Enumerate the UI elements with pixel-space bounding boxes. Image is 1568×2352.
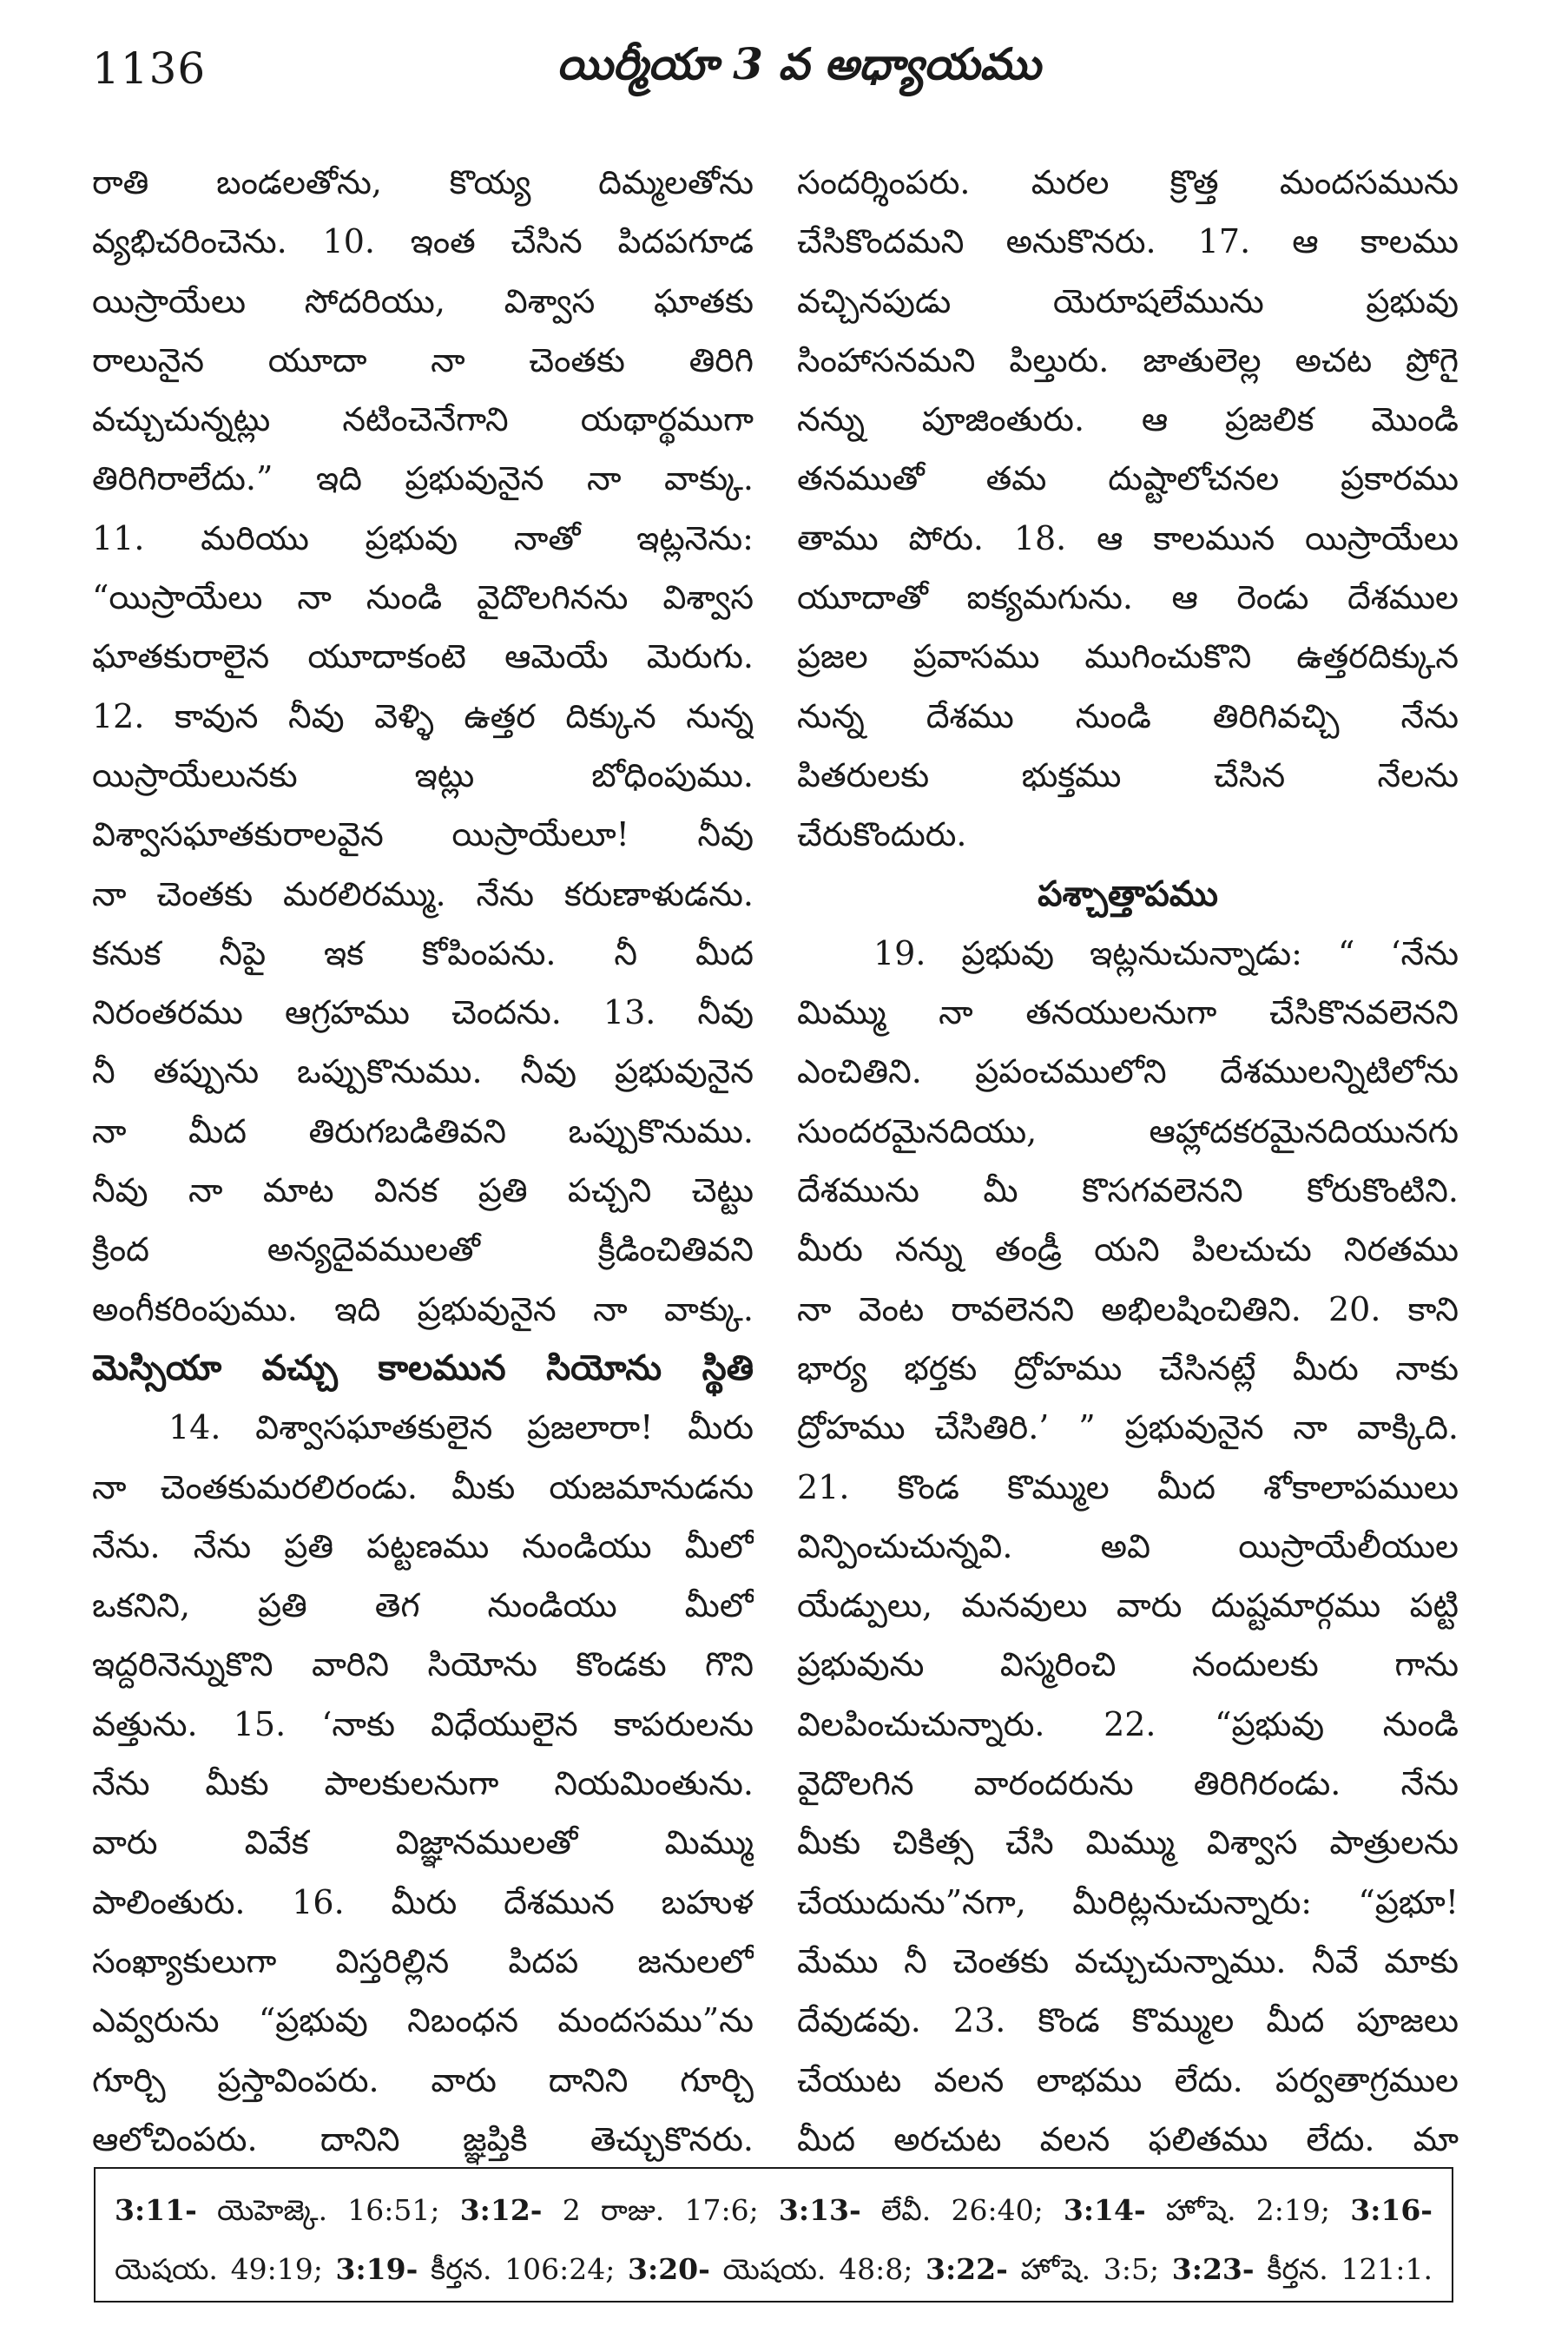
text-line: వ్యభిచరించెను. 10. ఇంత చేసిన పిదపగూడ [92, 222, 754, 261]
text-line: ఆలోచింపరు. దానిని జ్ఞప్తికి తెచ్చుకొనరు. [92, 2119, 754, 2158]
left-text-block-2 [92, 1398, 754, 2169]
reference-text: హోషె. 3:5; [1007, 2252, 1172, 2286]
text-line: తనముతో తమ దుష్టాలోచనల ప్రకారము [797, 459, 1459, 498]
text-line: నా చెంతకుమరలిరండు. మీకు యజమానుడను [92, 1467, 754, 1506]
reference-key: 3:11- [115, 2193, 197, 2227]
text-line: ఒకనిని, ప్రతి తెగ నుండియు మీలో [92, 1586, 754, 1625]
text-line: నేను మీకు పాలకులనుగా నియమింతును. [92, 1764, 754, 1803]
text-line: భార్య భర్తకు ద్రోహము చేసినట్లే మీరు నాకు [797, 1348, 1459, 1387]
reference-key: 3:19- [335, 2252, 418, 2286]
section-heading-messiah: మెస్సియా వచ్చు కాలమున సియోను స్థితి [92, 1347, 754, 1388]
text-line: రాతి బండలతోను, కొయ్య దిమ్మలతోను [92, 163, 754, 201]
text-line: నన్ను పూజింతురు. ఆ ప్రజలిక మొండి [797, 400, 1459, 439]
text-line: కనుక నీపై ఇక కోపింపను. నీ మీద [92, 933, 754, 972]
text-line: 14. విశ్వాసఘాతకులైన ప్రజలారా! మీరు [168, 1408, 754, 1447]
reference-text: యెహెజ్కె. 16:51; [196, 2193, 460, 2227]
reference-text: కీర్తన. 106:24; [418, 2252, 629, 2286]
text-line: వత్తును. 15. ‘నాకు విధేయులైన కాపరులను [92, 1704, 754, 1743]
section-heading-repentance: పశ్చాత్తాపము [1038, 873, 1218, 914]
text-line: ఎంచితిని. ప్రపంచములోని దేశములన్నిటిలోను [797, 1052, 1459, 1091]
text-line: రాలునైన యూదా నా చెంతకు తిరిగి [92, 340, 754, 379]
text-line: తాము పోరు. 18. ఆ కాలమున యిస్రాయేలు [797, 518, 1459, 557]
text-line: మీకు చికిత్స చేసి మిమ్ము విశ్వాస పాత్రులను [797, 1823, 1459, 1862]
text-line: అంగీకరింపుము. ఇది ప్రభువునైన నా వాక్కు. [92, 1289, 754, 1328]
left-text-block-1 [92, 153, 754, 1339]
reference-key: 3:23- [1171, 2252, 1255, 2286]
text-line: మేము నీ చెంతకు వచ్చుచున్నాము. నీవే మాకు [797, 1941, 1459, 1980]
reference-key: 3:16- [1350, 2193, 1433, 2227]
reference-key: 3:14- [1063, 2193, 1146, 2227]
text-line: నిరంతరము ఆగ్రహము చెందను. 13. నీవు [92, 993, 754, 1032]
reference-text: లేవీ. 26:40; [860, 2193, 1064, 2227]
text-line: నేను. నేను ప్రతి పట్టణము నుండియు మీలో [92, 1526, 754, 1565]
running-head: యిర్మీయా 3 వ అధ్యాయము [557, 38, 1041, 89]
text-line: ప్రజల ప్రవాసము ముగించుకొని ఉత్తరదిక్కున [797, 637, 1459, 676]
text-line: మీరు నన్ను తండ్రీ యని పిలచుచు నిరతము [797, 1230, 1459, 1269]
right-text-block-1 [797, 153, 1459, 865]
reference-key: 3:20- [628, 2252, 710, 2286]
reference-text: కీర్తన. 121:1. [1254, 2252, 1433, 2286]
text-line: పాలింతురు. 16. మీరు దేశమున బహుళ [92, 1882, 754, 1921]
text-line: మీద అరచుట వలన ఫలితము లేదు. మా [797, 2119, 1459, 2158]
text-line: సంఖ్యాకులుగా విస్తరిల్లిన పిదప జనులలో [92, 1941, 754, 1980]
text-line: నా మీద తిరుగబడితివని ఒప్పుకొనుము. [92, 1111, 754, 1150]
text-line: వారు వివేక విజ్ఞానములతో మిమ్ము [92, 1823, 754, 1862]
cross-reference-line [115, 2181, 1433, 2240]
reference-text: హోషె. 2:19; [1145, 2193, 1351, 2227]
text-line: తిరిగిరాలేదు.” ఇది ప్రభువునైన నా వాక్కు. [92, 459, 754, 498]
text-line: విశ్వాసఘాతకురాలవైన యిస్రాయేలూ! నీవు [92, 815, 754, 854]
page-number: 1136 [92, 43, 207, 94]
cross-reference-box [94, 2167, 1453, 2303]
text-line: 19. ప్రభువు ఇట్లనుచున్నాడు: “ ‘నేను [873, 933, 1459, 972]
text-line: క్రింద అన్యదైవములతో క్రీడించితివని [92, 1230, 754, 1269]
text-line: నీవు నా మాట వినక ప్రతి పచ్చని చెట్టు [92, 1171, 754, 1210]
cross-reference-line [115, 2240, 1433, 2299]
text-line: ద్రోహము చేసితిరి.’ ” ప్రభువునైన నా వాక్కిది. [797, 1408, 1459, 1447]
reference-text: 2 రాజు. 17:6; [542, 2193, 779, 2227]
text-line: వైదొలగిన వారందరును తిరిగిరండు. నేను [797, 1764, 1459, 1803]
text-line: చేయుదును”నగా, మీరిట్లనుచున్నారు: “ప్రభూ! [797, 1882, 1459, 1921]
text-line: పితరులకు భుక్తము చేసిన నేలను [797, 755, 1459, 794]
text-line: యూదాతో ఐక్యమగును. ఆ రెండు దేశముల [797, 578, 1459, 617]
right-column [797, 153, 1459, 2169]
text-line: ఘాతకురాలైన యూదాకంటె ఆమెయే మెరుగు. [92, 637, 754, 676]
text-line: నా చెంతకు మరలిరమ్ము. నేను కరుణాళుడను. [92, 874, 754, 913]
reference-key: 3:12- [459, 2193, 543, 2227]
reference-key: 3:22- [926, 2252, 1008, 2286]
text-line: చేరుకొందురు. [797, 815, 967, 854]
text-line: విలపించుచున్నారు. 22. “ప్రభువు నుండి [797, 1704, 1459, 1743]
text-line: గూర్చి ప్రస్తావింపరు. వారు దానిని గూర్చి [92, 2060, 754, 2099]
text-line: “యిస్రాయేలు నా నుండి వైదొలగినను విశ్వాస [92, 578, 754, 617]
text-line: వచ్చినపుడు యెరూషలేమును ప్రభువు [797, 281, 1459, 320]
reference-key: 3:13- [778, 2193, 861, 2227]
text-line: యిస్రాయేలునకు ఇట్లు బోధింపుము. [92, 755, 754, 794]
text-line: మిమ్ము నా తనయులనుగా చేసికొనవలెనని [797, 993, 1459, 1032]
text-line: యిస్రాయేలు సోదరియు, విశ్వాస ఘాతకు [92, 281, 754, 320]
reference-text: యెషయ. 49:19; [115, 2252, 336, 2286]
left-column [92, 153, 754, 2169]
text-line: నున్న దేశము నుండి తిరిగివచ్చి నేను [797, 696, 1459, 735]
text-line: నా వెంట రావలెనని అభిలషించితిని. 20. కాని [797, 1289, 1459, 1328]
text-line: ఇద్దరినెన్నుకొని వారిని సియోను కొండకు గొని [92, 1645, 754, 1684]
right-text-block-2 [797, 924, 1459, 2169]
text-line: చేయుట వలన లాభము లేదు. పర్వతాగ్రముల [797, 2060, 1459, 2099]
text-line: 11. మరియు ప్రభువు నాతో ఇట్లనెను: [92, 518, 754, 557]
text-line: దేశమును మీ కొసగవలెనని కోరుకొంటిని. [797, 1171, 1459, 1210]
text-line: 12. కావున నీవు వెళ్ళి ఉత్తర దిక్కున నున్న [92, 696, 754, 735]
reference-text: యెషయ. 48:8; [709, 2252, 926, 2286]
text-line: యేడ్పులు, మనవులు వారు దుష్టమార్గము పట్టి [797, 1586, 1459, 1625]
text-line: ప్రభువును విస్మరించి నందులకు గాను [797, 1645, 1459, 1684]
text-line: సింహాసనమని పిల్తురు. జాతులెల్ల అచట ప్రోగై [797, 340, 1459, 379]
text-line: సుందరమైనదియు, ఆహ్లాదకరమైనదియునగు [797, 1111, 1459, 1150]
text-line: వచ్చుచున్నట్లు నటించెనేగాని యథార్థముగా [92, 400, 754, 439]
text-line: ఎవ్వరును “ప్రభువు నిబంధన మందసము”ను [92, 2001, 754, 2040]
text-line: దేవుడవు. 23. కొండ కొమ్ముల మీద పూజలు [797, 2001, 1459, 2040]
text-line: నీ తప్పును ఒప్పుకొనుము. నీవు ప్రభువునైన [92, 1052, 754, 1091]
text-line: చేసికొందమని అనుకొనరు. 17. ఆ కాలము [797, 222, 1459, 261]
text-line: విన్పించుచున్నవి. అవి యిస్రాయేలీయుల [797, 1526, 1459, 1565]
text-line: సందర్శింపరు. మరల క్రొత్త మందసమును [797, 163, 1459, 201]
text-line: 21. కొండ కొమ్ముల మీద శోకాలాపములు [797, 1467, 1459, 1506]
